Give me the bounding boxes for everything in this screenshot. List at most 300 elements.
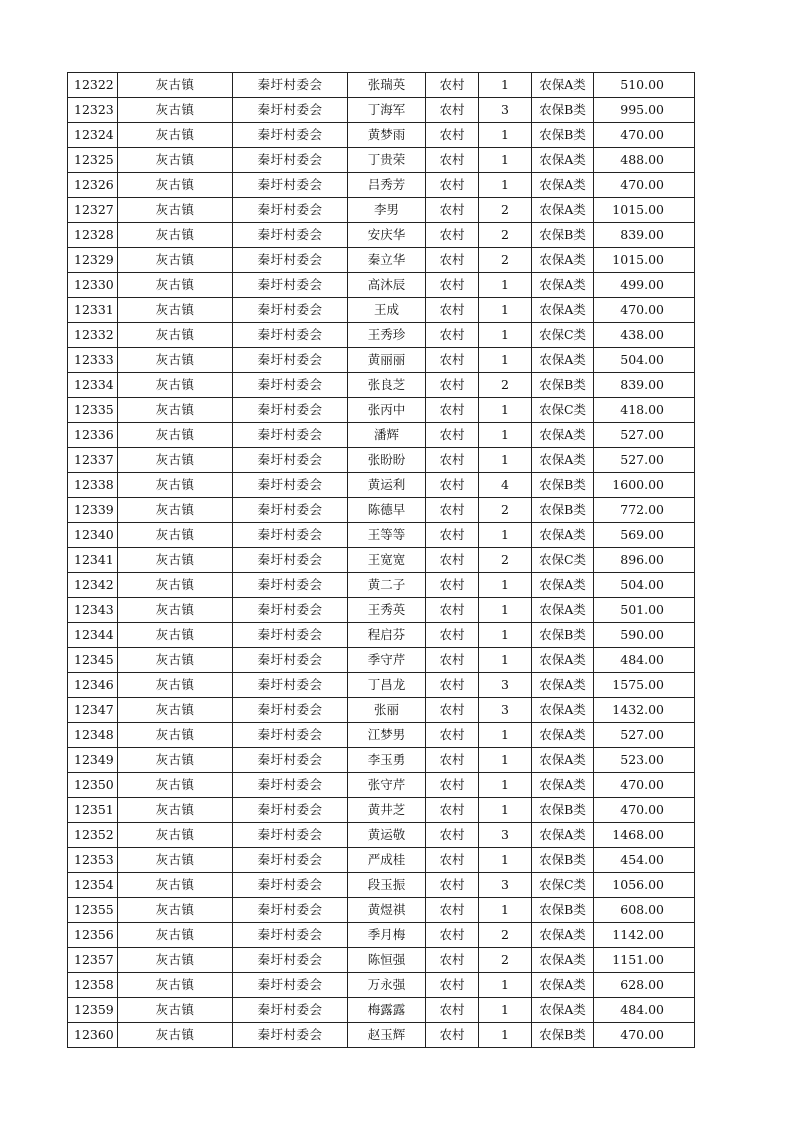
residence-type-cell: 农村: [426, 198, 479, 223]
insurance-category-cell: 农保A类: [532, 598, 594, 623]
town-cell: 灰古镇: [118, 748, 233, 773]
insurance-category-cell: 农保B类: [532, 98, 594, 123]
record-id-cell: 12325: [68, 148, 118, 173]
person-name-cell: 丁贵荣: [348, 148, 426, 173]
household-count-cell: 3: [479, 698, 532, 723]
amount-cell: 488.00: [594, 148, 695, 173]
village-cell: 秦圩村委会: [233, 348, 348, 373]
household-count-cell: 1: [479, 148, 532, 173]
town-cell: 灰古镇: [118, 423, 233, 448]
town-cell: 灰古镇: [118, 73, 233, 98]
insurance-category-cell: 农保A类: [532, 248, 594, 273]
record-id-cell: 12345: [68, 648, 118, 673]
insurance-category-cell: 农保B类: [532, 848, 594, 873]
person-name-cell: 秦立华: [348, 248, 426, 273]
person-name-cell: 季月梅: [348, 923, 426, 948]
record-id-cell: 12342: [68, 573, 118, 598]
record-id-cell: 12337: [68, 448, 118, 473]
residence-type-cell: 农村: [426, 423, 479, 448]
insurance-category-cell: 农保A类: [532, 998, 594, 1023]
village-cell: 秦圩村委会: [233, 898, 348, 923]
town-cell: 灰古镇: [118, 448, 233, 473]
record-id-cell: 12332: [68, 323, 118, 348]
village-cell: 秦圩村委会: [233, 723, 348, 748]
residence-type-cell: 农村: [426, 323, 479, 348]
residence-type-cell: 农村: [426, 448, 479, 473]
residence-type-cell: 农村: [426, 398, 479, 423]
person-name-cell: 吕秀芳: [348, 173, 426, 198]
table-row: [68, 173, 695, 198]
person-name-cell: 王秀珍: [348, 323, 426, 348]
record-id-cell: 12355: [68, 898, 118, 923]
village-cell: 秦圩村委会: [233, 473, 348, 498]
town-cell: 灰古镇: [118, 773, 233, 798]
residence-type-cell: 农村: [426, 698, 479, 723]
record-id-cell: 12328: [68, 223, 118, 248]
record-id-cell: 12327: [68, 198, 118, 223]
residence-type-cell: 农村: [426, 473, 479, 498]
person-name-cell: 张守芹: [348, 773, 426, 798]
amount-cell: 527.00: [594, 423, 695, 448]
table-row: [68, 923, 695, 948]
household-count-cell: 1: [479, 123, 532, 148]
household-count-cell: 1: [479, 723, 532, 748]
village-cell: 秦圩村委会: [233, 498, 348, 523]
residence-type-cell: 农村: [426, 773, 479, 798]
amount-cell: 839.00: [594, 373, 695, 398]
amount-cell: 438.00: [594, 323, 695, 348]
person-name-cell: 黄煜祺: [348, 898, 426, 923]
table-row: [68, 298, 695, 323]
residence-type-cell: 农村: [426, 948, 479, 973]
record-id-cell: 12356: [68, 923, 118, 948]
person-name-cell: 丁海军: [348, 98, 426, 123]
person-name-cell: 王等等: [348, 523, 426, 548]
village-cell: 秦圩村委会: [233, 873, 348, 898]
amount-cell: 527.00: [594, 448, 695, 473]
amount-cell: 504.00: [594, 348, 695, 373]
insurance-category-cell: 农保A类: [532, 773, 594, 798]
village-cell: 秦圩村委会: [233, 173, 348, 198]
household-count-cell: 1: [479, 348, 532, 373]
table-row: [68, 498, 695, 523]
household-count-cell: 1: [479, 748, 532, 773]
residence-type-cell: 农村: [426, 748, 479, 773]
town-cell: 灰古镇: [118, 348, 233, 373]
record-id-cell: 12330: [68, 273, 118, 298]
household-count-cell: 1: [479, 323, 532, 348]
village-cell: 秦圩村委会: [233, 248, 348, 273]
town-cell: 灰古镇: [118, 548, 233, 573]
village-cell: 秦圩村委会: [233, 798, 348, 823]
village-cell: 秦圩村委会: [233, 623, 348, 648]
table-row: [68, 473, 695, 498]
record-id-cell: 12359: [68, 998, 118, 1023]
residence-type-cell: 农村: [426, 173, 479, 198]
record-id-cell: 12324: [68, 123, 118, 148]
household-count-cell: 2: [479, 198, 532, 223]
town-cell: 灰古镇: [118, 798, 233, 823]
household-count-cell: 2: [479, 948, 532, 973]
record-id-cell: 12334: [68, 373, 118, 398]
town-cell: 灰古镇: [118, 998, 233, 1023]
person-name-cell: 万永强: [348, 973, 426, 998]
household-count-cell: 1: [479, 398, 532, 423]
village-cell: 秦圩村委会: [233, 823, 348, 848]
insurance-category-cell: 农保C类: [532, 398, 594, 423]
residence-type-cell: 农村: [426, 973, 479, 998]
amount-cell: 499.00: [594, 273, 695, 298]
household-count-cell: 1: [479, 898, 532, 923]
person-name-cell: 潘辉: [348, 423, 426, 448]
amount-cell: 608.00: [594, 898, 695, 923]
household-count-cell: 1: [479, 448, 532, 473]
household-count-cell: 2: [479, 248, 532, 273]
insurance-category-cell: 农保A类: [532, 273, 594, 298]
amount-cell: 484.00: [594, 998, 695, 1023]
table-row: [68, 198, 695, 223]
person-name-cell: 张良芝: [348, 373, 426, 398]
insurance-category-cell: 农保C类: [532, 323, 594, 348]
table-row: [68, 323, 695, 348]
insurance-category-cell: 农保B类: [532, 223, 594, 248]
village-cell: 秦圩村委会: [233, 448, 348, 473]
amount-cell: 470.00: [594, 123, 695, 148]
residence-type-cell: 农村: [426, 73, 479, 98]
household-count-cell: 1: [479, 1023, 532, 1048]
household-count-cell: 1: [479, 573, 532, 598]
insurance-category-cell: 农保A类: [532, 348, 594, 373]
table-row: [68, 248, 695, 273]
amount-cell: 470.00: [594, 1023, 695, 1048]
residence-type-cell: 农村: [426, 898, 479, 923]
residence-type-cell: 农村: [426, 148, 479, 173]
person-name-cell: 王成: [348, 298, 426, 323]
residence-type-cell: 农村: [426, 1023, 479, 1048]
household-count-cell: 1: [479, 623, 532, 648]
amount-cell: 1468.00: [594, 823, 695, 848]
table-row: [68, 823, 695, 848]
household-count-cell: 3: [479, 98, 532, 123]
residence-type-cell: 农村: [426, 98, 479, 123]
table-row: [68, 673, 695, 698]
town-cell: 灰古镇: [118, 873, 233, 898]
record-id-cell: 12331: [68, 298, 118, 323]
person-name-cell: 丁昌龙: [348, 673, 426, 698]
residence-type-cell: 农村: [426, 873, 479, 898]
residence-type-cell: 农村: [426, 823, 479, 848]
record-id-cell: 12329: [68, 248, 118, 273]
record-id-cell: 12352: [68, 823, 118, 848]
household-count-cell: 1: [479, 973, 532, 998]
amount-cell: 1151.00: [594, 948, 695, 973]
insurance-category-cell: 农保A类: [532, 448, 594, 473]
table-row: [68, 223, 695, 248]
town-cell: 灰古镇: [118, 198, 233, 223]
village-cell: 秦圩村委会: [233, 148, 348, 173]
amount-cell: 418.00: [594, 398, 695, 423]
household-count-cell: 2: [479, 548, 532, 573]
village-cell: 秦圩村委会: [233, 198, 348, 223]
table-row: [68, 698, 695, 723]
household-count-cell: 2: [479, 498, 532, 523]
residence-type-cell: 农村: [426, 498, 479, 523]
residence-type-cell: 农村: [426, 348, 479, 373]
amount-cell: 501.00: [594, 598, 695, 623]
village-cell: 秦圩村委会: [233, 398, 348, 423]
person-name-cell: 段玉振: [348, 873, 426, 898]
household-count-cell: 2: [479, 923, 532, 948]
amount-cell: 1432.00: [594, 698, 695, 723]
village-cell: 秦圩村委会: [233, 598, 348, 623]
record-id-cell: 12360: [68, 1023, 118, 1048]
amount-cell: 1575.00: [594, 673, 695, 698]
record-id-cell: 12344: [68, 623, 118, 648]
amount-cell: 470.00: [594, 173, 695, 198]
household-count-cell: 1: [479, 273, 532, 298]
household-count-cell: 2: [479, 373, 532, 398]
table-row: [68, 373, 695, 398]
town-cell: 灰古镇: [118, 223, 233, 248]
person-name-cell: 李男: [348, 198, 426, 223]
table-row: [68, 998, 695, 1023]
village-cell: 秦圩村委会: [233, 648, 348, 673]
amount-cell: 1056.00: [594, 873, 695, 898]
town-cell: 灰古镇: [118, 623, 233, 648]
insurance-category-cell: 农保A类: [532, 723, 594, 748]
amount-cell: 1142.00: [594, 923, 695, 948]
insurance-category-cell: 农保A类: [532, 73, 594, 98]
insurance-category-cell: 农保A类: [532, 673, 594, 698]
residence-type-cell: 农村: [426, 523, 479, 548]
person-name-cell: 梅露露: [348, 998, 426, 1023]
person-name-cell: 张丽: [348, 698, 426, 723]
table-row: [68, 948, 695, 973]
insurance-category-cell: 农保A类: [532, 523, 594, 548]
insurance-category-cell: 农保A类: [532, 573, 594, 598]
household-count-cell: 1: [479, 998, 532, 1023]
table-row: [68, 423, 695, 448]
insurance-category-cell: 农保A类: [532, 148, 594, 173]
village-cell: 秦圩村委会: [233, 748, 348, 773]
amount-cell: 470.00: [594, 298, 695, 323]
residence-type-cell: 农村: [426, 548, 479, 573]
person-name-cell: 程启芬: [348, 623, 426, 648]
person-name-cell: 黄运利: [348, 473, 426, 498]
insurance-category-cell: 农保B类: [532, 123, 594, 148]
amount-cell: 590.00: [594, 623, 695, 648]
village-cell: 秦圩村委会: [233, 973, 348, 998]
person-name-cell: 严成桂: [348, 848, 426, 873]
table-row: [68, 398, 695, 423]
amount-cell: 523.00: [594, 748, 695, 773]
person-name-cell: 赵玉辉: [348, 1023, 426, 1048]
record-id-cell: 12354: [68, 873, 118, 898]
residence-type-cell: 农村: [426, 598, 479, 623]
table-row: [68, 623, 695, 648]
table-row: [68, 1023, 695, 1048]
record-id-cell: 12343: [68, 598, 118, 623]
table-row: [68, 548, 695, 573]
roster-body: [68, 73, 695, 1048]
town-cell: 灰古镇: [118, 273, 233, 298]
village-cell: 秦圩村委会: [233, 673, 348, 698]
residence-type-cell: 农村: [426, 123, 479, 148]
town-cell: 灰古镇: [118, 573, 233, 598]
person-name-cell: 黄井芝: [348, 798, 426, 823]
person-name-cell: 黄运敬: [348, 823, 426, 848]
insurance-category-cell: 农保A类: [532, 648, 594, 673]
record-id-cell: 12326: [68, 173, 118, 198]
insurance-category-cell: 农保A类: [532, 698, 594, 723]
amount-cell: 896.00: [594, 548, 695, 573]
amount-cell: 628.00: [594, 973, 695, 998]
amount-cell: 1015.00: [594, 198, 695, 223]
record-id-cell: 12347: [68, 698, 118, 723]
village-cell: 秦圩村委会: [233, 848, 348, 873]
table-row: [68, 748, 695, 773]
household-count-cell: 1: [479, 848, 532, 873]
record-id-cell: 12357: [68, 948, 118, 973]
insurance-category-cell: 农保A类: [532, 973, 594, 998]
residence-type-cell: 农村: [426, 373, 479, 398]
household-count-cell: 1: [479, 73, 532, 98]
town-cell: 灰古镇: [118, 723, 233, 748]
household-count-cell: 1: [479, 298, 532, 323]
subsidy-roster-table: [67, 72, 695, 1048]
insurance-category-cell: 农保A类: [532, 198, 594, 223]
household-count-cell: 3: [479, 823, 532, 848]
record-id-cell: 12353: [68, 848, 118, 873]
insurance-category-cell: 农保B类: [532, 498, 594, 523]
household-count-cell: 1: [479, 173, 532, 198]
record-id-cell: 12338: [68, 473, 118, 498]
record-id-cell: 12348: [68, 723, 118, 748]
village-cell: 秦圩村委会: [233, 273, 348, 298]
record-id-cell: 12335: [68, 398, 118, 423]
table-row: [68, 598, 695, 623]
residence-type-cell: 农村: [426, 573, 479, 598]
amount-cell: 470.00: [594, 798, 695, 823]
town-cell: 灰古镇: [118, 248, 233, 273]
village-cell: 秦圩村委会: [233, 773, 348, 798]
town-cell: 灰古镇: [118, 523, 233, 548]
insurance-category-cell: 农保B类: [532, 473, 594, 498]
household-count-cell: 3: [479, 673, 532, 698]
town-cell: 灰古镇: [118, 98, 233, 123]
residence-type-cell: 农村: [426, 923, 479, 948]
amount-cell: 772.00: [594, 498, 695, 523]
village-cell: 秦圩村委会: [233, 423, 348, 448]
insurance-category-cell: 农保B类: [532, 373, 594, 398]
table-row: [68, 898, 695, 923]
household-count-cell: 2: [479, 223, 532, 248]
table-row: [68, 348, 695, 373]
table-row: [68, 973, 695, 998]
person-name-cell: 李玉勇: [348, 748, 426, 773]
residence-type-cell: 农村: [426, 648, 479, 673]
town-cell: 灰古镇: [118, 173, 233, 198]
household-count-cell: 1: [479, 648, 532, 673]
amount-cell: 470.00: [594, 773, 695, 798]
table-row: [68, 123, 695, 148]
amount-cell: 1600.00: [594, 473, 695, 498]
table-row: [68, 873, 695, 898]
insurance-category-cell: 农保A类: [532, 298, 594, 323]
village-cell: 秦圩村委会: [233, 523, 348, 548]
table-row: [68, 798, 695, 823]
insurance-category-cell: 农保A类: [532, 948, 594, 973]
table-row: [68, 273, 695, 298]
village-cell: 秦圩村委会: [233, 98, 348, 123]
village-cell: 秦圩村委会: [233, 948, 348, 973]
household-count-cell: 1: [479, 423, 532, 448]
amount-cell: 1015.00: [594, 248, 695, 273]
town-cell: 灰古镇: [118, 648, 233, 673]
household-count-cell: 1: [479, 523, 532, 548]
village-cell: 秦圩村委会: [233, 998, 348, 1023]
town-cell: 灰古镇: [118, 823, 233, 848]
table-row: [68, 523, 695, 548]
residence-type-cell: 农村: [426, 723, 479, 748]
record-id-cell: 12349: [68, 748, 118, 773]
amount-cell: 504.00: [594, 573, 695, 598]
residence-type-cell: 农村: [426, 998, 479, 1023]
town-cell: 灰古镇: [118, 498, 233, 523]
table-row: [68, 148, 695, 173]
table-row: [68, 848, 695, 873]
person-name-cell: 张盼盼: [348, 448, 426, 473]
insurance-category-cell: 农保A类: [532, 173, 594, 198]
town-cell: 灰古镇: [118, 1023, 233, 1048]
person-name-cell: 黄梦雨: [348, 123, 426, 148]
insurance-category-cell: 农保B类: [532, 1023, 594, 1048]
person-name-cell: 陈德早: [348, 498, 426, 523]
record-id-cell: 12341: [68, 548, 118, 573]
village-cell: 秦圩村委会: [233, 923, 348, 948]
table-row: [68, 98, 695, 123]
residence-type-cell: 农村: [426, 248, 479, 273]
household-count-cell: 1: [479, 773, 532, 798]
insurance-category-cell: 农保A类: [532, 923, 594, 948]
amount-cell: 995.00: [594, 98, 695, 123]
record-id-cell: 12350: [68, 773, 118, 798]
insurance-category-cell: 农保B类: [532, 623, 594, 648]
town-cell: 灰古镇: [118, 398, 233, 423]
residence-type-cell: 农村: [426, 298, 479, 323]
town-cell: 灰古镇: [118, 473, 233, 498]
record-id-cell: 12339: [68, 498, 118, 523]
amount-cell: 839.00: [594, 223, 695, 248]
town-cell: 灰古镇: [118, 598, 233, 623]
town-cell: 灰古镇: [118, 898, 233, 923]
village-cell: 秦圩村委会: [233, 1023, 348, 1048]
village-cell: 秦圩村委会: [233, 698, 348, 723]
village-cell: 秦圩村委会: [233, 323, 348, 348]
amount-cell: 527.00: [594, 723, 695, 748]
person-name-cell: 安庆华: [348, 223, 426, 248]
amount-cell: 484.00: [594, 648, 695, 673]
town-cell: 灰古镇: [118, 148, 233, 173]
village-cell: 秦圩村委会: [233, 123, 348, 148]
table-row: [68, 573, 695, 598]
village-cell: 秦圩村委会: [233, 73, 348, 98]
insurance-category-cell: 农保B类: [532, 898, 594, 923]
town-cell: 灰古镇: [118, 973, 233, 998]
household-count-cell: 4: [479, 473, 532, 498]
town-cell: 灰古镇: [118, 298, 233, 323]
record-id-cell: 12340: [68, 523, 118, 548]
